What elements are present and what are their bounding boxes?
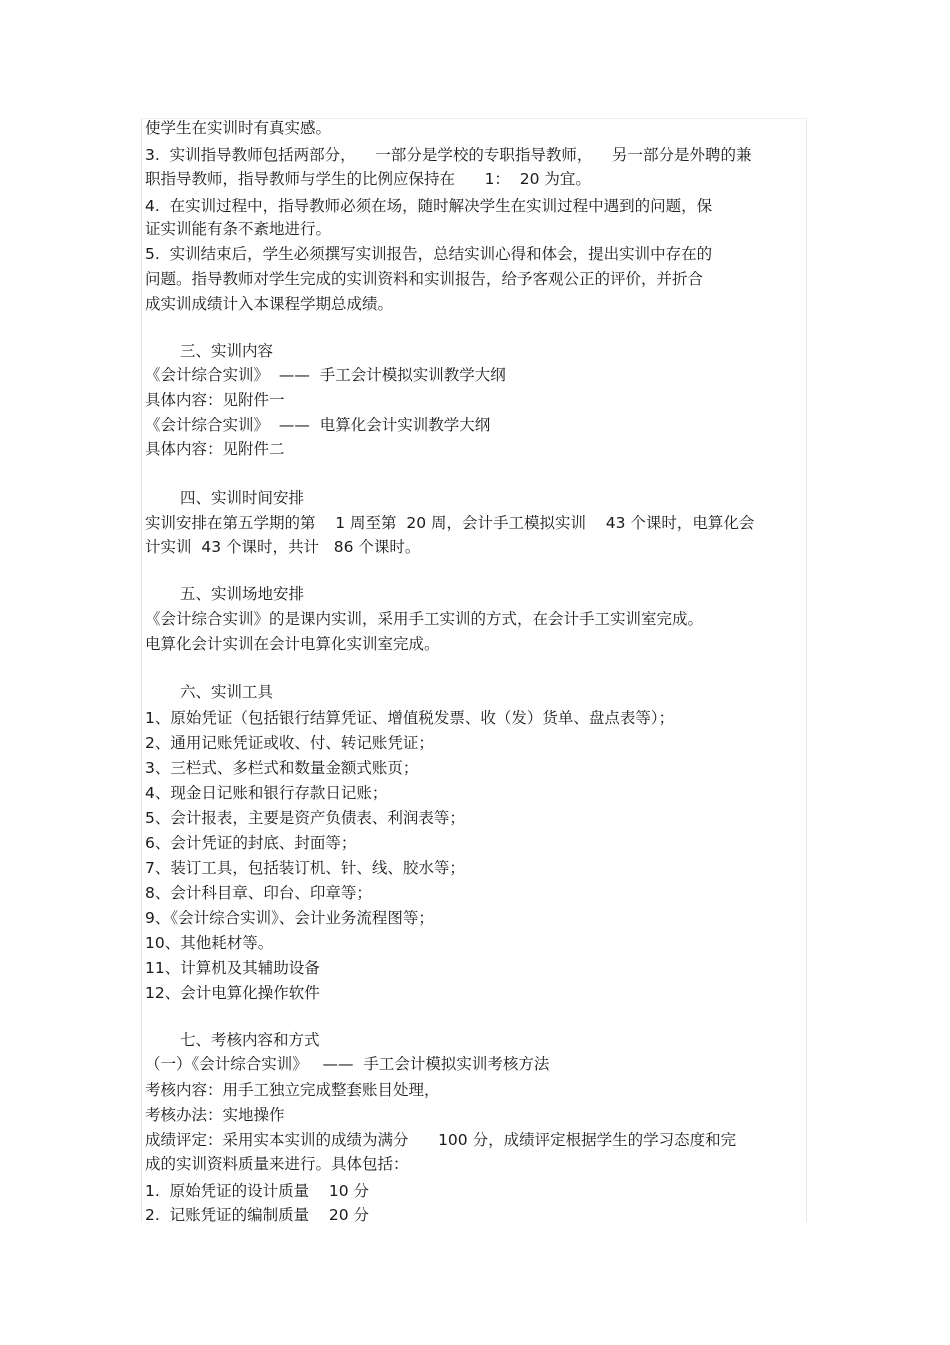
text-line: 问题。指导教师对学生完成的实训资料和实训报告，给予客观公正的评价，并折合 (145, 270, 704, 288)
text-line: 计实训 43 个课时，共计 86 个课时。 (145, 538, 421, 556)
text-line: 《会计综合实训》 —— 电算化会计实训教学大纲 (145, 416, 491, 434)
text-line: 考核办法：实地操作 (145, 1106, 285, 1124)
text-line: 成的实训资料质量来进行。具体包括： (145, 1155, 409, 1173)
text-line: 3. 实训指导教师包括两部分， 一部分是学校的专职指导教师， 另一部分是外聘的兼 (145, 146, 752, 164)
section-heading: 五、实训场地安排 (180, 585, 305, 603)
text-line: 职指导教师，指导教师与学生的比例应保持在 1： 20 为宜。 (145, 170, 591, 188)
text-line: 4. 在实训过程中，指导教师必须在场，随时解决学生在实训过程中遇到的问题，保 (145, 197, 713, 215)
section-heading: 三、实训内容 (180, 342, 274, 360)
list-item: 6、会计凭证的封底、封面等； (145, 834, 357, 852)
list-item: 4、现金日记账和银行存款日记账； (145, 784, 388, 802)
text-line: 《会计综合实训》的是课内实训，采用手工实训的方式，在会计手工实训室完成。 (145, 610, 704, 628)
text-line: 证实训能有条不紊地进行。 (145, 220, 332, 238)
section-heading: 六、实训工具 (180, 683, 274, 701)
text-line: 2. 记账凭证的编制质量 20 分 (145, 1206, 370, 1224)
text-line: （一）《会计综合实训》 —— 手工会计模拟实训考核方法 (145, 1055, 550, 1073)
text-line: 使学生在实训时有真实感。 (145, 119, 332, 137)
text-line: 成实训成绩计入本课程学期总成绩。 (145, 295, 394, 313)
list-item: 8、会计科目章、印台、印章等； (145, 884, 372, 902)
list-item: 12、会计电算化操作软件 (145, 984, 320, 1002)
text-line: 1. 原始凭证的设计质量 10 分 (145, 1182, 370, 1200)
text-line: 《会计综合实训》 —— 手工会计模拟实训教学大纲 (145, 366, 506, 384)
list-item: 7、装订工具，包括装订机、针、线、胶水等； (145, 859, 465, 877)
text-line: 实训安排在第五学期的第 1 周至第 20 周，会计手工模拟实训 43 个课时，电算化会 (145, 514, 755, 532)
text-line: 考核内容：用手工独立完成整套账目处理， (145, 1081, 440, 1099)
list-item: 5、会计报表，主要是资产负债表、利润表等； (145, 809, 465, 827)
list-item: 10、其他耗材等。 (145, 934, 274, 952)
section-heading: 七、考核内容和方式 (180, 1031, 320, 1049)
list-item: 1、原始凭证（包括银行结算凭证、增值税发票、收（发）货单、盘点表等）； (145, 709, 675, 727)
text-line: 5. 实训结束后，学生必须撰写实训报告，总结实训心得和体会，提出实训中存在的 (145, 245, 713, 263)
text-line: 成绩评定：采用实本实训的成绩为满分 100 分，成绩评定根据学生的学习态度和完 (145, 1131, 737, 1149)
section-heading: 四、实训时间安排 (180, 489, 305, 507)
text-line: 具体内容：见附件一 (145, 391, 285, 409)
list-item: 3、三栏式、多栏式和数量金额式账页； (145, 759, 419, 777)
text-line: 电算化会计实训在会计电算化实训室完成。 (145, 635, 440, 653)
list-item: 11、计算机及其辅助设备 (145, 959, 320, 977)
list-item: 2、通用记账凭证或收、付、转记账凭证； (145, 734, 434, 752)
list-item: 9、《会计综合实训》、会计业务流程图等； (145, 909, 434, 927)
text-line: 具体内容：见附件二 (145, 440, 285, 458)
